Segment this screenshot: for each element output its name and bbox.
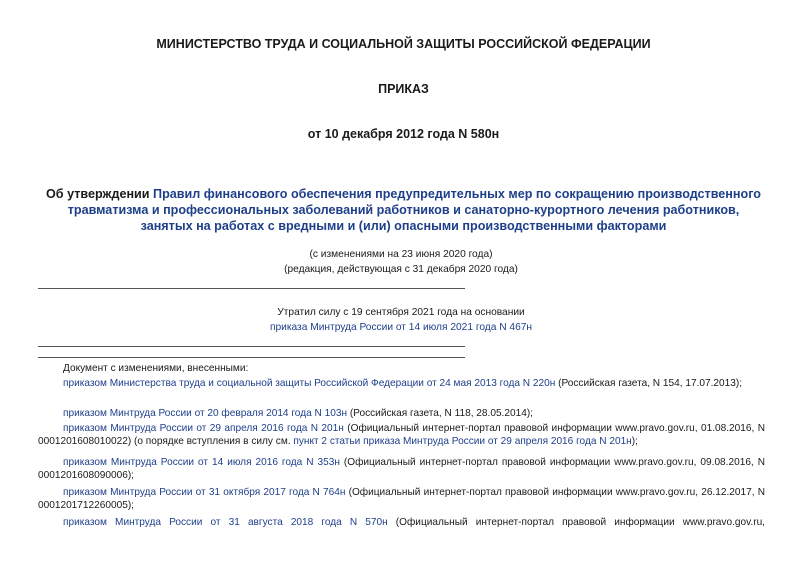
entry-into-force-link[interactable]: пункт 2 статьи приказа Минтруда России от 29 апреля 2016 года N 201н: [293, 436, 632, 448]
amendment-source: (Российская газета, N 154, 17.07.2013);: [555, 378, 743, 389]
separator-rule: [38, 357, 465, 358]
revision-changes: (с изменениями на 23 июня 2020 года): [309, 249, 493, 260]
amendment-link[interactable]: приказом Минтруда России от 14 июля 2016 года N 353н: [63, 457, 340, 468]
ministry-heading: МИНИСТЕРСТВО ТРУДА И СОЦИАЛЬНОЙ ЗАЩИТЫ РОССИЙСКОЙ ФЕДЕРАЦИИ: [156, 37, 651, 51]
amendment-link[interactable]: приказом Минтруда России от 29 апреля 2016 года N 201н: [63, 423, 344, 434]
amendment-link[interactable]: приказом Минтруда России от 31 августа 2018 года N 570н: [63, 517, 388, 528]
amendment-item: [38, 377, 765, 390]
amendment-item: [38, 456, 765, 482]
amendment-link[interactable]: приказом Минтруда России от 31 октября 2017 года N 764н: [63, 487, 346, 498]
separator-rule: [38, 288, 465, 289]
document-title: [40, 186, 767, 234]
amendment-link[interactable]: приказом Министерства труда и социальной защиты Российской Федерации от 24 мая 2013 года N 220н: [63, 378, 556, 389]
rules-link[interactable]: Правил финансового обеспечения предупредительных мер по сокращению производственного травматизма и профессиональных заболеваний работников и санаторно-курортного лечения работников, занятых на работах с вредными и (или) опасными производственными факторами: [67, 187, 761, 233]
amendment-source: (Официальный интернет-портал правовой информации www.pravo.gov.ru, 09.08.2016, N 0001201608090006);: [38, 457, 765, 482]
amendment-source: (Официальный интернет-портал правовой информации www.pravo.gov.ru, 01.08.2016, N 0001201608010022) (о порядке вступления в силу см.: [38, 423, 765, 448]
revision-edition: (редакция, действующая с 31 декабря 2020 года): [284, 264, 518, 275]
amendment-item: [38, 516, 765, 529]
amendment-item: [38, 407, 765, 420]
amendment-source: (Официальный интернет-портал правовой информации www.pravo.gov.ru, 26.12.2017, N 0001201712260005);: [38, 487, 765, 512]
amendments-intro: Документ с изменениями, внесенными:: [63, 363, 249, 374]
amendment-item: [38, 422, 765, 448]
basis-link[interactable]: приказа Минтруда России от 14 июля 2021 года N 467н: [269, 322, 533, 333]
date-number-heading: от 10 декабря 2012 года N 580н: [307, 127, 500, 141]
amendment-source: (Российская газета, N 118, 28.05.2014);: [347, 408, 533, 419]
amendment-link[interactable]: приказом Минтруда России от 20 февраля 2014 года N 103н: [63, 408, 348, 419]
amendment-item: [38, 486, 765, 512]
amendment-source: (Официальный интернет-портал правовой информации www.pravo.gov.ru,: [387, 517, 765, 528]
doc-type-heading: ПРИКАЗ: [378, 82, 429, 96]
title-prefix: Об утверждении: [46, 187, 154, 201]
amendment-source-end: );: [631, 436, 638, 448]
separator-rule: [38, 346, 465, 347]
expired-note: Утратил силу с 19 сентября 2021 года на основании: [277, 307, 525, 318]
